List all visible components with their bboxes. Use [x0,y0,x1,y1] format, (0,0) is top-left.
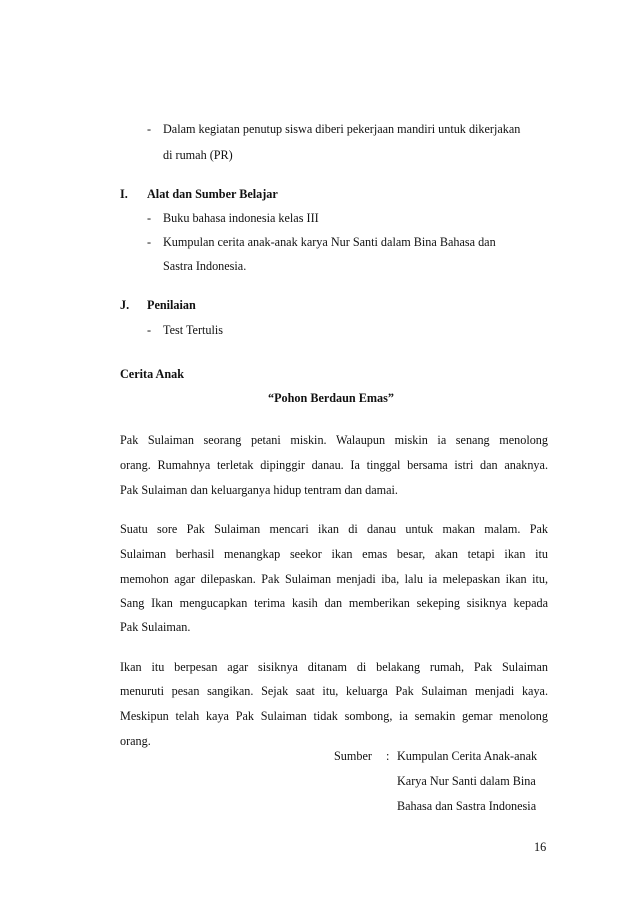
penutup-text-line1: Dalam kegiatan penutup siswa diberi pekerjaan mandiri untuk dikerjakan [163,122,521,136]
paragraph-3-last-line: orang. [120,734,151,748]
source-line-3: Bahasa dan Sastra Indonesia [397,799,537,813]
paragraph-1-last-line: Pak Sulaiman dan keluarganya hidup tentram dan damai. [120,483,398,497]
section-i-item-2-line2: Sastra Indonesia. [163,259,247,273]
source-colon: : [386,749,390,763]
section-j-title: Penilaian [147,298,196,312]
paragraph-2-line: Suatu sore Pak Sulaiman mencari ikan di danau untuk makan malam. Pak [120,522,548,536]
paragraph-2-line: Sang Ikan mengucapkan terima kasih dan memberikan sekeping sisiknya kepada [120,596,548,610]
section-i-title: Alat dan Sumber Belajar [147,187,278,201]
section-j-marker: J. [120,298,130,312]
page-number: 16 [534,840,547,854]
section-i-item-2-line1: Kumpulan cerita anak-anak karya Nur Santi dalam Bina Bahasa dan [163,235,496,249]
bullet-dash: - [147,122,152,136]
penutup-text-line2: di rumah (PR) [163,148,233,162]
paragraph-3-line: Ikan itu berpesan agar sisiknya ditanam di belakang rumah, Pak Sulaiman [120,660,548,674]
section-j-item-1: Test Tertulis [163,323,224,337]
paragraph-1-line: Pak Sulaiman seorang petani miskin. Walaupun miskin ia senang menolong [120,433,548,447]
story-heading: Cerita Anak [120,367,184,381]
section-i-marker: I. [120,187,128,201]
story-title: “Pohon Berdaun Emas” [268,391,394,405]
paragraph-3-line: menuruti pesan sangikan. Sejak saat itu, keluarga Pak Sulaiman menjadi kaya. [120,684,548,698]
bullet-dash: - [147,323,152,337]
bullet-dash: - [147,235,152,249]
source-line-2: Karya Nur Santi dalam Bina [397,774,536,788]
paragraph-2-line: memohon agar dilepaskan. Pak Sulaiman menjadi iba, lalu ia melepaskan ikan itu, [120,572,548,586]
paragraph-2-line: Sulaiman berhasil menangkap seekor ikan emas besar, akan tetapi ikan itu [120,547,548,561]
paragraph-3-line: Meskipun telah kaya Pak Sulaiman tidak sombong, ia semakin gemar menolong [120,709,548,723]
paragraph-1-line: orang. Rumahnya terletak dipinggir danau. Ia tinggal bersama istri dan anaknya. [120,458,548,472]
source-line-1: Kumpulan Cerita Anak-anak [397,749,538,763]
source-label: Sumber [334,749,372,763]
section-i-item-1: Buku bahasa indonesia kelas III [163,211,319,225]
bullet-dash: - [147,211,152,225]
paragraph-2-last-line: Pak Sulaiman. [120,620,191,634]
